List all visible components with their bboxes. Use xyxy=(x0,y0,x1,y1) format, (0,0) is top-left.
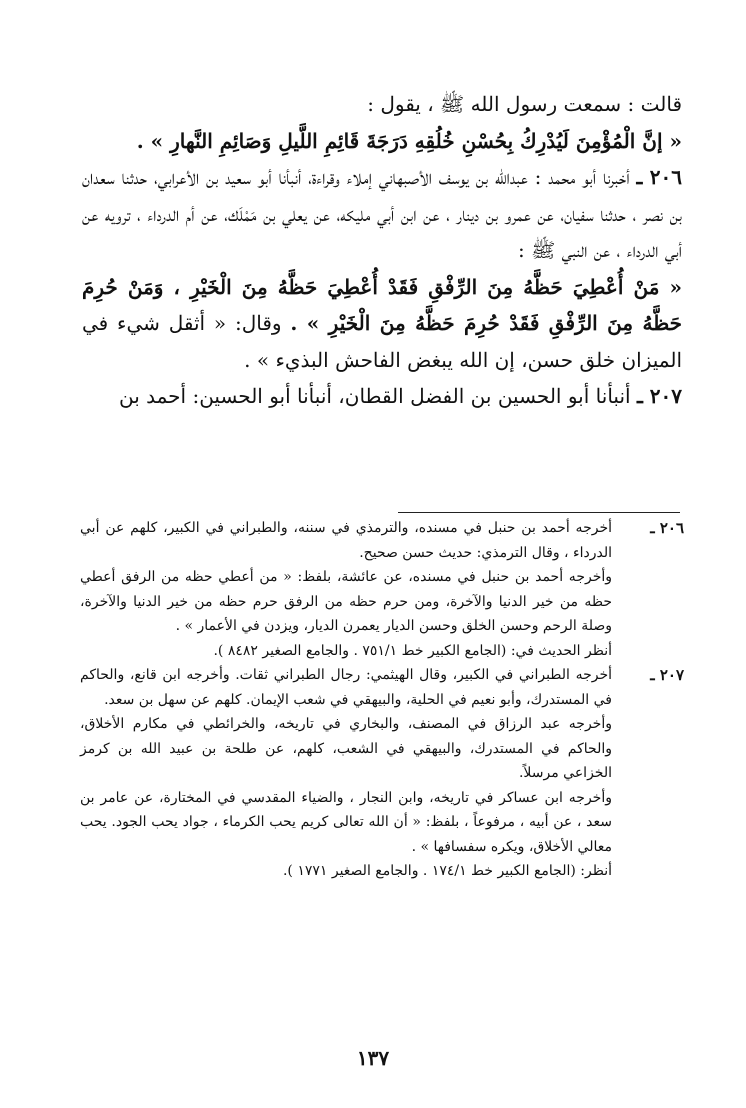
hadith-207-isnad: أنبأنا أبو الحسين بن الفضل القطان، أنبأنا أبو الحسين: أحمد بن xyxy=(118,384,631,408)
footnote-206-reference: أنظر الحديث في: (الجامع الكبير خط ٧٥١/١ . والجامع الصغير ٨٤٨٢ ). xyxy=(213,642,612,659)
footnote-206-paragraph-2: وأخرجه أحمد بن حنبل في مسنده، عن عائشة، بلفظ: « من أعطي حظه من الرفق أعطي حظه من خير الدنيا والآخرة، ومن حرم حظه من الرفق حرم حظه من خير الدنيا والآخرة، وصلة الرحم وحسن الخلق وحسن الديار يعمرن الديار، ويزدن في الأعمار » . xyxy=(80,569,612,634)
hadith-quote-2-paragraph xyxy=(82,269,682,379)
footnote-number-207: ٢٠٧ ـ xyxy=(650,666,684,684)
hadith-quote-2-tail: وقال: « أثقل شيء في الميزان خلق حسن، إن الله يبغض الفاحش البذيء » . xyxy=(82,311,682,372)
footnotes xyxy=(80,516,684,884)
page-number: ١٣٧ xyxy=(356,1046,390,1070)
hadith-207 xyxy=(82,378,682,415)
footnote-207-reference: أنظر: (الجامع الكبير خط ١٧٤/١ . والجامع الصغير ١٧٧١ ). xyxy=(282,863,612,879)
hadith-number-206: ٢٠٦ ـ xyxy=(636,165,682,189)
footnote-separator xyxy=(398,512,680,513)
hadith-206-isnad: أخبرنا أبو محمد : عبدالله بن يوسف الأصبهاني إملاء وقراءة، أنبأنا أبو سعيد بن الأعرابي، حدثنا سعدان بن نصر ، حدثنا سفيان، عن عمرو بن دينار ، عن ابن أبي مليكه، عن يعلي بن مَمْلَك، عن أم الدرداء ، ترويه عن أبي الدرداء ، عن النبي ﷺ : xyxy=(82,165,682,262)
hadith-number-207: ٢٠٧ ـ xyxy=(636,384,682,408)
footnote-206-paragraph-1: أخرجه أحمد بن حنبل في مسنده، والترمذي في سننه، والطبراني في الكبير، كلهم عن أبي الدرداء ، وقال الترمذي: حديث حسن صحيح. xyxy=(80,520,612,561)
footnote-207-paragraph-1: أخرجه الطبراني في الكبير، وقال الهيثمي: رجال الطبراني ثقات. وأخرجه ابن قانع، والحاكم في المستدرك، وأبو نعيم في الحلية، والبيهقي في شعب الإيمان. كلهم عن سهل بن سعد. xyxy=(80,667,612,708)
footnote-207-paragraph-3: وأخرجه ابن عساكر في تاريخه، وابن النجار ، والضياء المقدسي في المختارة، عن عامر بن سعد ، عن أبيه ، مرفوعاً ، بلفظ: « أن الله تعالى كريم يحب الكرماء ، جواد يحب الجود. يحب معالي الأخلاق، ويكره سفسافها » . xyxy=(80,789,612,855)
main-text xyxy=(82,86,682,415)
intro-line: قالت : سمعت رسول الله ﷺ ، يقول : xyxy=(367,92,682,116)
footnote-207 xyxy=(80,663,684,884)
hadith-quote-1: « إنَّ الْمُؤْمِنَ لَيُدْرِكُ بِحُسْنِ خُلُقِهِ دَرَجَةَ قَائِمِ اللَّيلِ وَصَائِمِ النَّهارِ » . xyxy=(136,128,682,153)
footnote-number-206: ٢٠٦ ـ xyxy=(650,519,684,537)
hadith-206 xyxy=(82,159,682,269)
footnote-207-paragraph-2: وأخرجه عبد الرزاق في المصنف، والبخاري في تاريخه، والخرائطي في مكارم الأخلاق، والحاكم في المستدرك، والبيهقي في الشعب، كلهم، عن طلحة بن عبيد الله بن كرمز الخزاعي مرسلاً. xyxy=(80,716,612,781)
footnote-206 xyxy=(80,516,684,663)
hadith-quote-2: « مَنْ أُعْطِيَ حَظَّهُ مِنَ الرِّفْقِ فَقَدْ أُعْطِيَ حَظَّهُ مِنَ الْخَيْرِ ، وَمَنْ حُرِمَ حَظَّهُ مِنَ الرِّفْقِ فَقَدْ حُرِمَ حَظَّهُ مِنَ الْخَيْرِ » . xyxy=(82,274,683,335)
